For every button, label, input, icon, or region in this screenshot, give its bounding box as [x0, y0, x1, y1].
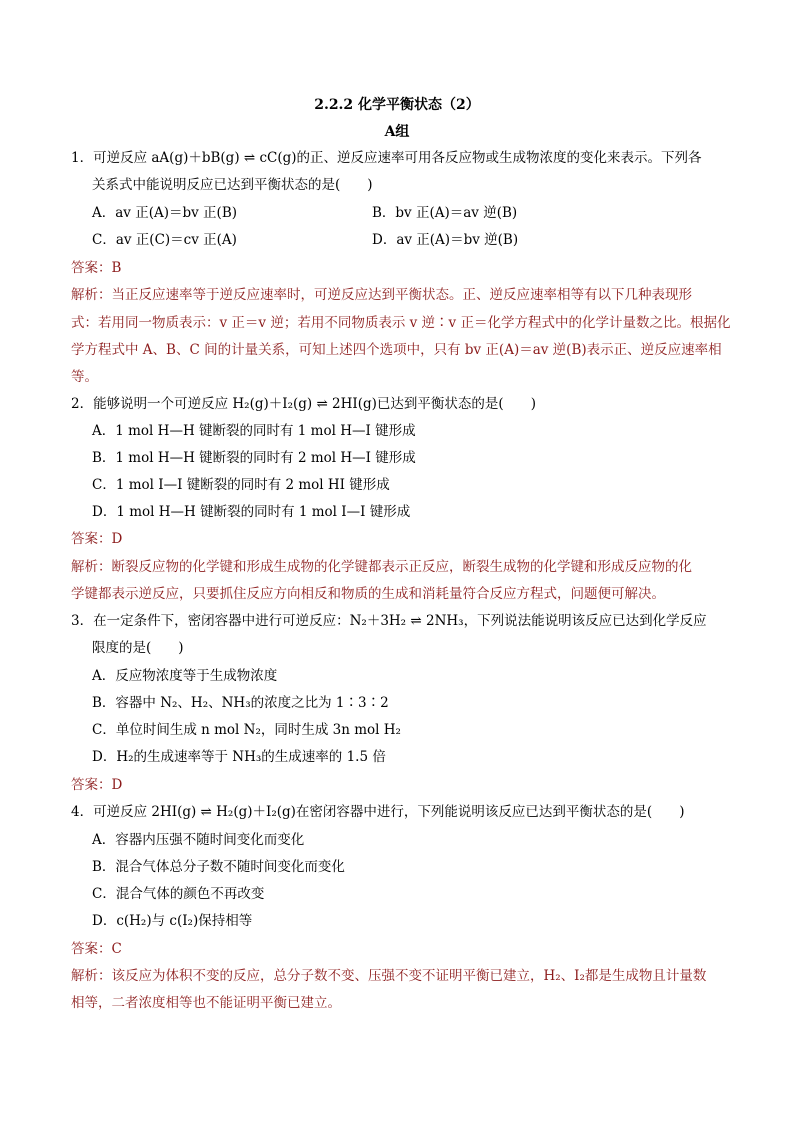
q4-option-d: D．c(H₂)与 c(I₂)保持相等	[92, 913, 253, 929]
q2-answer: 答案：D	[71, 531, 123, 547]
q1-option-b: B．bv 正(A)＝av 逆(B)	[372, 205, 518, 221]
q1-stem-line1: 1．可逆反应 aA(g)＋bB(g) ⇌ cC(g)的正、逆反应速率可用各反应物或生成物浓度的变化来表示。下列各	[71, 150, 702, 166]
q3-answer: 答案：D	[71, 777, 123, 793]
q4-option-b: B．混合气体总分子数不随时间变化而变化	[92, 859, 345, 875]
q2-option-a: A．1 mol H—H 键断裂的同时有 1 mol H—I 键形成	[92, 423, 416, 439]
group-heading: A组	[384, 124, 410, 140]
q1-explanation-line4: 等。	[71, 369, 98, 385]
q2-option-d: D．1 mol H—H 键断裂的同时有 1 mol I—I 键形成	[92, 504, 411, 520]
q3-stem-line2: 限度的是( )	[92, 640, 184, 656]
q1-option-a: A．av 正(A)＝bv 正(B)	[92, 205, 238, 221]
q1-explanation-line2: 式：若用同一物质表示：v 正＝v 逆；若用不同物质表示 v 逆∶v 正＝化学方程式中的化学计量数之比。根据化	[71, 315, 731, 331]
q4-explanation-line2: 相等，二者浓度相等也不能证明平衡已建立。	[71, 995, 341, 1011]
q2-option-c: C．1 mol I—I 键断裂的同时有 2 mol HI 键形成	[92, 477, 390, 493]
page-title: 2.2.2 化学平衡状态（2）	[314, 97, 480, 113]
q1-stem-line2: 关系式中能说明反应已达到平衡状态的是( )	[92, 177, 373, 193]
q2-stem-line1: 2．能够说明一个可逆反应 H₂(g)＋I₂(g) ⇌ 2HI(g)已达到平衡状态的是( )	[71, 396, 536, 412]
q2-option-b: B．1 mol H—H 键断裂的同时有 2 mol H—I 键形成	[92, 450, 416, 466]
q4-explanation-line1: 解析：该反应为体积不变的反应，总分子数不变、压强不变不证明平衡已建立，H₂、I₂都是生成物且计量数	[71, 968, 707, 984]
q2-explanation-line1: 解析：断裂反应物的化学键和形成生成物的化学键都表示正反应，断裂生成物的化学键和形成反应物的化	[71, 559, 692, 575]
q3-option-a: A．反应物浓度等于生成物浓度	[92, 668, 278, 684]
q1-explanation-line1: 解析：当正反应速率等于逆反应速率时，可逆反应达到平衡状态。正、逆反应速率相等有以下几种表现形	[71, 287, 692, 303]
q1-answer: 答案：B	[71, 260, 122, 276]
q4-answer: 答案：C	[71, 941, 122, 957]
q4-stem-line1: 4．可逆反应 2HI(g) ⇌ H₂(g)＋I₂(g)在密闭容器中进行，下列能说明该反应已达到平衡状态的是( )	[71, 804, 685, 820]
q3-option-c: C．单位时间生成 n mol N₂，同时生成 3n mol H₂	[92, 722, 401, 738]
q4-option-a: A．容器内压强不随时间变化而变化	[92, 832, 305, 848]
q2-explanation-line2: 学键都表示逆反应，只要抓住反应方向相反和物质的生成和消耗量符合反应方程式，问题便可解决。	[71, 586, 665, 602]
q1-option-c: C．av 正(C)＝cv 正(A)	[92, 232, 237, 248]
q4-option-c: C．混合气体的颜色不再改变	[92, 886, 265, 902]
q1-explanation-line3: 学方程式中 A、B、C 间的计量关系，可知上述四个选项中，只有 bv 正(A)＝av 逆(B)表示正、逆反应速率相	[71, 342, 722, 358]
q3-stem-line1: 3．在一定条件下，密闭容器中进行可逆反应：N₂＋3H₂ ⇌ 2NH₃，下列说法能说明该反应已达到化学反应	[71, 613, 707, 629]
q3-option-b: B．容器中 N₂、H₂、NH₃的浓度之比为 1∶3∶2	[92, 695, 389, 711]
q1-option-d: D．av 正(A)＝bv 逆(B)	[372, 232, 519, 248]
q3-option-d: D．H₂的生成速率等于 NH₃的生成速率的 1.5 倍	[92, 749, 386, 765]
